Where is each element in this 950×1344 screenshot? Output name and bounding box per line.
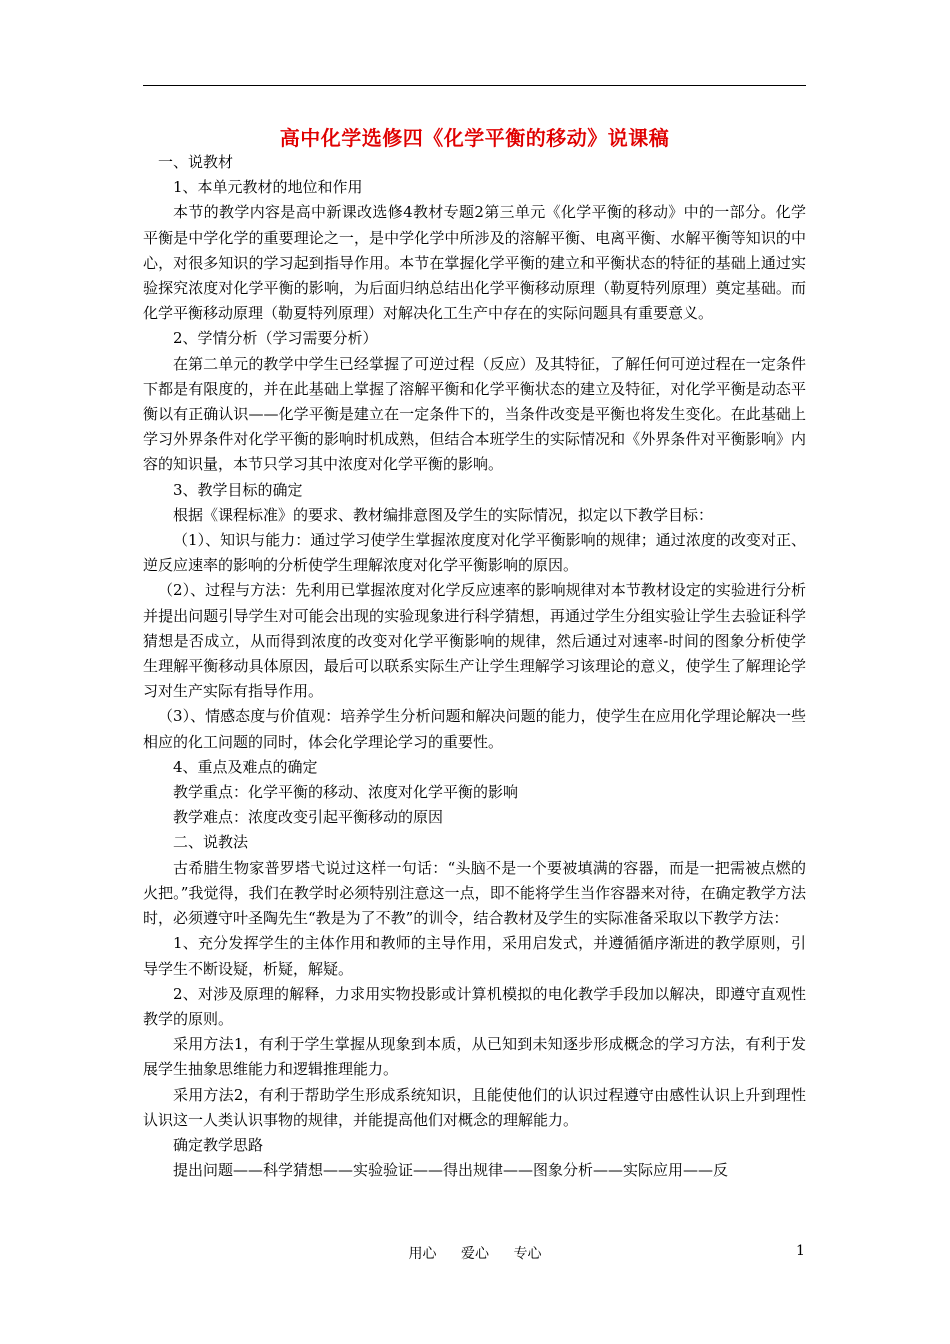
page-footer <box>0 1243 950 1263</box>
paragraph: 二、说教法 <box>173 833 249 852</box>
paragraph: （3）、情感态度与价值观：培养学生分析问题和解决问题的能力，使学生在应用化学理论解决一些相应的化工问题的同时，体会化学理论学习的重要性。 <box>143 707 806 751</box>
paragraph: （1）、知识与能力：通过学习使学生掌握浓度度对化学平衡影响的规律；通过浓度的改变对正、逆反应速率的影响的分析使学生理解浓度对化学平衡影响的原因。 <box>143 531 806 575</box>
footer-text-left: 用心 <box>408 1246 437 1262</box>
paragraph: 2、学情分析（学习需要分析） <box>173 329 378 348</box>
header-rule <box>143 85 806 86</box>
paragraph: 1、充分发挥学生的主体作用和教师的主导作用，采用启发式，并遵循循序渐进的教学原则，引导学生不断设疑，析疑，解疑。 <box>143 934 806 978</box>
footer-text-middle: 爱心 <box>461 1246 489 1262</box>
document-title: 高中化学选修四《化学平衡的移动》说课稿 <box>279 126 670 150</box>
paragraph: 2、对涉及原理的解释，力求用实物投影或计算机模拟的电化教学手段加以解决，即遵守直观性教学的原则。 <box>143 984 806 1028</box>
page-number: 1 <box>796 1243 805 1259</box>
paragraph: 提出问题——科学猜想——实验验证——得出规律——图象分析——实际应用——反 <box>173 1161 729 1180</box>
paragraph: 教学难点：浓度改变引起平衡移动的原因 <box>173 808 444 827</box>
paragraph: 在第二单元的教学中学生已经掌握了可逆过程（反应）及其特征，了解任何可逆过程在一定条件下都是有限度的，并在此基础上掌握了溶解平衡和化学平衡状态的建立及特征，对化学平衡是动态平衡以有正确认识——化学平衡是建立在一定条件下的，当条件改变是平衡也将发生变化。在此基础上学习外界条件对化学平衡的影响时机成熟，但结合本班学生的实际情况和《外界条件对平衡影响》内容的知识量，本节只学习其中浓度对化学平衡的影响。 <box>143 354 806 474</box>
paragraph: 1、本单元教材的地位和作用 <box>173 178 363 197</box>
paragraph: 4、重点及难点的确定 <box>173 757 318 776</box>
footer-text-right: 专心 <box>513 1246 542 1262</box>
paragraph: 根据《课程标准》的要求、教材编排意图及学生的实际情况，拟定以下教学目标： <box>173 505 714 524</box>
paragraph: 采用方法2，有利于帮助学生形成系统知识，且能使他们的认识过程遵守由感性认识上升到理性认识这一人类认识事物的规律，并能提高他们对概念的理解能力。 <box>143 1085 806 1129</box>
paragraph: （2）、过程与方法：先利用已掌握浓度对化学反应速率的影响规律对本节教材设定的实验进行分析并提出问题引导学生对可能会出现的实验现象进行科学猜想，再通过学生分组实验让学生去验证科学猜想是否成立，从而得到浓度的改变对化学平衡影响的规律，然后通过对速率-时间的图象分析使学生理解平衡移动具体原因，最后可以联系实际生产让学生理解学习该理论的意义，使学生了解理论学习对生产实际有指导作用。 <box>143 581 806 701</box>
paragraph: 一、说教材 <box>158 153 234 171</box>
paragraph: 教学重点：化学平衡的移动、浓度对化学平衡的影响 <box>173 783 519 802</box>
paragraph: 3、教学目标的确定 <box>173 480 303 499</box>
paragraph: 本节的教学内容是高中新课改选修4教材专题2第三单元《化学平衡的移动》中的一部分。化学平衡是中学化学的重要理论之一，是中学化学中所涉及的溶解平衡、电离平衡、水解平衡等知识的中心，对很多知识的学习起到指导作用。本节在掌握化学平衡的建立和平衡状态的特征的基础上通过实验探究浓度对化学平衡的影响，为后面归纳总结出化学平衡移动原理（勒夏特列原理）奠定基础。而化学平衡移动原理（勒夏特列原理）对解决化工生产中存在的实际问题具有重要意义。 <box>143 203 806 323</box>
paragraph: 确定教学思路 <box>173 1135 264 1154</box>
document-body <box>143 150 806 1183</box>
paragraph: 采用方法1，有利于学生掌握从现象到本质，从已知到未知逐步形成概念的学习方法，有利于发展学生抽象思维能力和逻辑推理能力。 <box>143 1035 806 1079</box>
paragraph: 古希腊生物家普罗塔弋说过这样一句话：“头脑不是一个要被填满的容器，而是一把需被点燃的火把。”我觉得，我们在教学时必须特别注意这一点，即不能将学生当作容器来对待，在确定教学方法时，必须遵守叶圣陶先生“教是为了不教”的训令，结合教材及学生的实际准备采取以下教学方法： <box>143 858 806 928</box>
